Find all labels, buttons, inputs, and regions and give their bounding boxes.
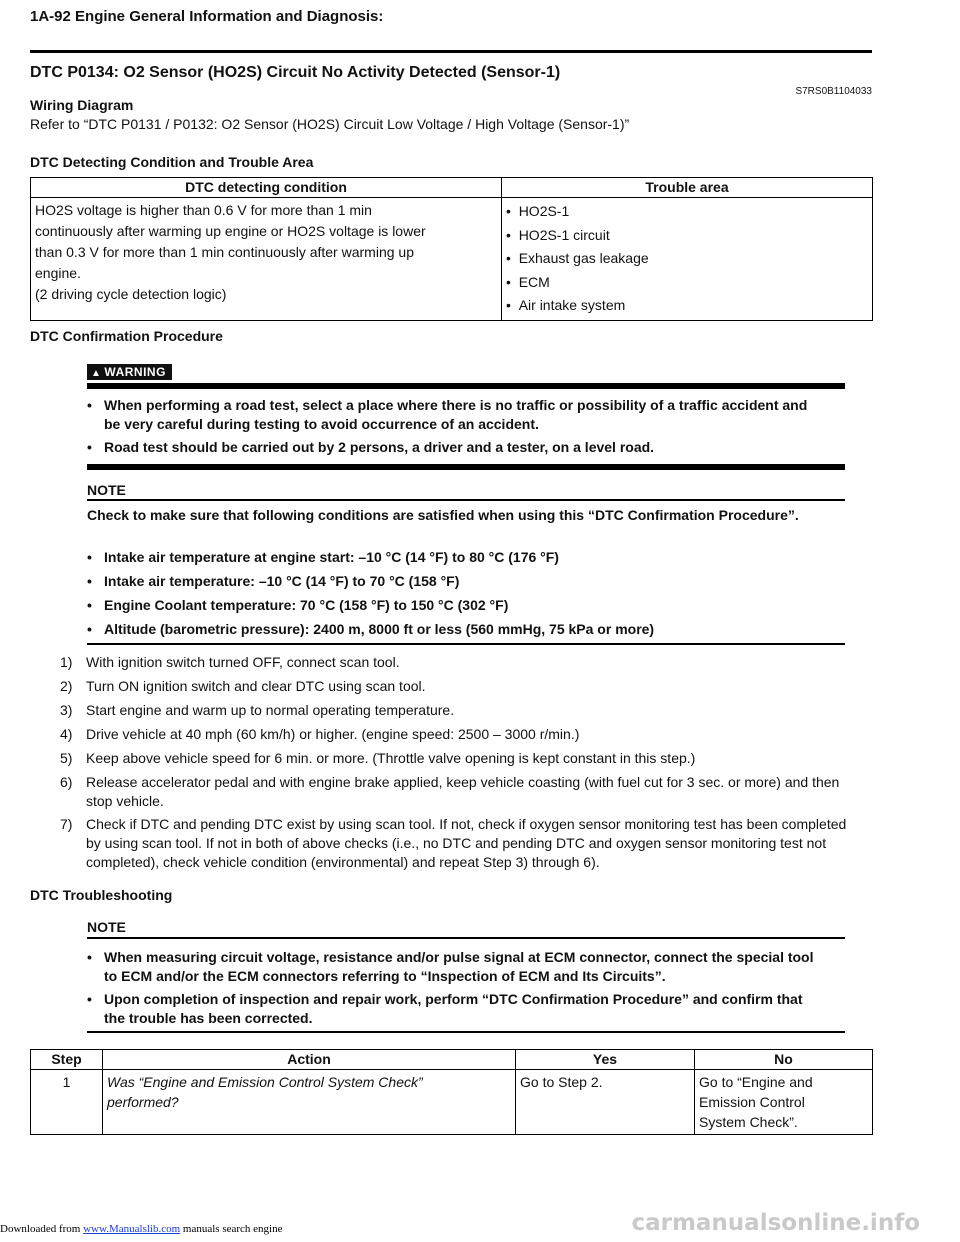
wiring-text: Refer to “DTC P0131 / P0132: O2 Sensor (HO2S) Circuit Low Voltage / High Voltage (Sensor-1)”: [30, 116, 630, 132]
confirmation-heading: DTC Confirmation Procedure: [30, 328, 223, 344]
condition-line: continuously after warming up engine or HO2S voltage is lower: [35, 223, 426, 239]
troubleshooting-heading: DTC Troubleshooting: [30, 887, 173, 903]
procedure-step: 5) Keep above vehicle speed for 6 min. or more. (Throttle valve opening is kept constant in this step.): [60, 750, 696, 766]
procedure-step: 3) Start engine and warm up to normal operating temperature.: [60, 702, 455, 718]
warning-top-bar: [87, 383, 845, 389]
note-top-rule: [87, 499, 845, 501]
header-rule: [30, 50, 872, 53]
warning-bottom-bar: [87, 464, 845, 470]
step-cell: 1: [31, 1070, 103, 1135]
note-bottom-rule: [87, 1031, 845, 1033]
note-item: • Upon completion of inspection and repair work, perform “DTC Confirmation Procedure” and confirm that the trouble has been corrected.: [87, 991, 803, 1026]
col-step-header: Step: [31, 1050, 103, 1070]
condition-cell: [31, 198, 502, 321]
col-area-header: Trouble area: [502, 178, 873, 198]
watermark: carmanualsonline.info: [631, 1210, 920, 1236]
area-item: • HO2S-1: [506, 203, 570, 219]
detecting-heading: DTC Detecting Condition and Trouble Area: [30, 154, 314, 170]
area-item: • ECM: [506, 273, 550, 290]
page-header-title: 1A-92 Engine General Information and Diagnosis:: [30, 8, 384, 25]
condition-item: • Altitude (barometric pressure): 2400 m, 8000 ft or less (560 mmHg, 75 kPa or more): [87, 621, 655, 637]
footer: Downloaded from www.Manualslib.com manuals search engine: [0, 1223, 283, 1235]
col-action-header: Action: [103, 1050, 516, 1070]
wiring-heading: Wiring Diagram: [30, 97, 134, 113]
condition-line: HO2S voltage is higher than 0.6 V for more than 1 min: [35, 202, 372, 218]
section-code: S7RS0B1104033: [795, 86, 872, 97]
note-label: NOTE: [87, 919, 126, 935]
condition-line: (2 driving cycle detection logic): [35, 286, 227, 302]
condition-item: • Intake air temperature at engine start: –10 °C (14 °F) to 80 °C (176 °F): [87, 549, 559, 565]
procedure-step: 1) With ignition switch turned OFF, connect scan tool.: [60, 654, 400, 670]
area-item: • Air intake system: [506, 297, 626, 313]
col-yes-header: Yes: [516, 1050, 695, 1070]
note-label: NOTE: [87, 482, 126, 498]
warning-item: • When performing a road test, select a place where there is no traffic or possibility of a traffic accident and be very careful during testing to avoid occurrence of an accident.: [87, 397, 808, 432]
procedure-step: 7) Check if DTC and pending DTC exist by using scan tool. If not, check if oxygen sensor monitoring test has been completed by using scan tool. If not in both of above checks (i.e., no DTC and pending DTC and oxygen sensor monitoring test not completed), check vehicle condition (environmental) and repeat Step 3) through 6).: [60, 816, 847, 870]
condition-item: • Intake air temperature: –10 °C (14 °F) to 70 °C (158 °F): [87, 573, 460, 589]
table-row: [31, 1070, 873, 1135]
area-cell: [502, 198, 873, 321]
note-bottom-rule: [87, 643, 845, 645]
procedure-step: 4) Drive vehicle at 40 mph (60 km/h) or higher. (engine speed: 2500 – 3000 r/min.): [60, 726, 580, 742]
procedure-step: 2) Turn ON ignition switch and clear DTC using scan tool.: [60, 678, 426, 694]
note-intro: Check to make sure that following conditions are satisfied when using this “DTC Confirmation Procedure”.: [87, 507, 799, 523]
note-item: • When measuring circuit voltage, resistance and/or pulse signal at ECM connector, connect the special tool to ECM and/or the ECM connectors referring to “Inspection of ECM and Its Circuits”.: [87, 949, 814, 984]
yes-cell: Go to Step 2.: [516, 1070, 695, 1135]
condition-line: engine.: [35, 265, 81, 281]
condition-item: • Engine Coolant temperature: 70 °C (158 °F) to 150 °C (302 °F): [87, 597, 509, 613]
section-title: DTC P0134: O2 Sensor (HO2S) Circuit No Activity Detected (Sensor-1): [30, 64, 561, 81]
dtc-detecting-table: [30, 177, 873, 321]
warning-item: • Road test should be carried out by 2 persons, a driver and a tester, on a level road.: [87, 439, 655, 455]
table-row: [31, 198, 873, 321]
warning-badge: ▲ WARNING: [87, 364, 172, 380]
condition-line: than 0.3 V for more than 1 min continuously after warming up: [35, 244, 414, 260]
note-top-rule: [87, 937, 845, 939]
action-cell: Was “Engine and Emission Control System Check” performed?: [103, 1070, 516, 1135]
area-item: • Exhaust gas leakage: [506, 250, 649, 266]
no-cell: Go to “Engine and Emission Control System Check”.: [695, 1070, 873, 1135]
manualslib-link[interactable]: www.Manualslib.com: [83, 1223, 181, 1235]
area-item: • HO2S-1 circuit: [506, 226, 610, 243]
troubleshooting-table: [30, 1049, 873, 1135]
procedure-step: 6) Release accelerator pedal and with engine brake applied, keep vehicle coasting (with fuel cut for 3 sec. or more) and then stop vehicle.: [60, 774, 840, 809]
col-no-header: No: [695, 1050, 873, 1070]
col-condition-header: DTC detecting condition: [31, 178, 502, 198]
warning-triangle-icon: ▲: [91, 368, 102, 379]
